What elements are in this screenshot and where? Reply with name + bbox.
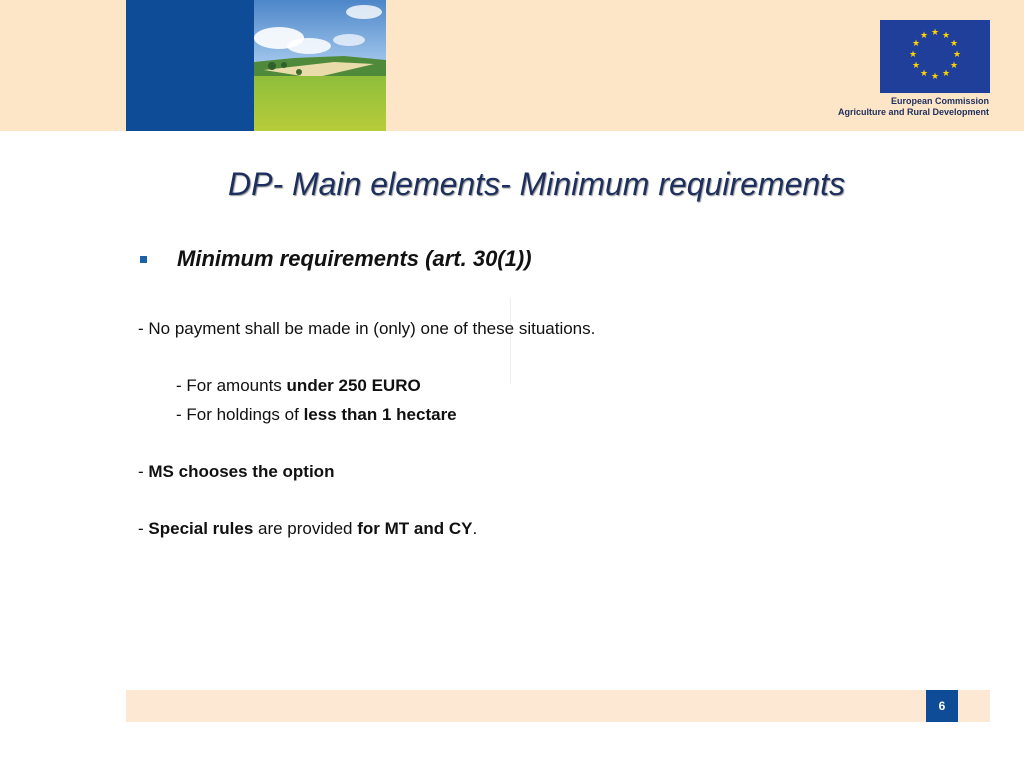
line3-prefix: - For holdings of xyxy=(176,405,304,424)
svg-text:★: ★ xyxy=(941,69,951,79)
org-line-2: Agriculture and Rural Development xyxy=(837,107,989,117)
text-line-5 xyxy=(138,519,477,539)
svg-text:★: ★ xyxy=(919,31,929,41)
page-number: 6 xyxy=(926,690,958,722)
eu-flag-icon xyxy=(880,20,990,93)
bullet-square-icon xyxy=(140,256,147,263)
svg-text:★: ★ xyxy=(911,61,921,71)
svg-text:★: ★ xyxy=(908,50,918,60)
organization-name xyxy=(838,96,989,118)
text-line-4 xyxy=(138,462,334,482)
landscape-photo xyxy=(254,0,386,131)
footer-band xyxy=(126,690,990,722)
svg-text:★: ★ xyxy=(930,72,940,82)
line1-text: - No payment shall be made in (only) one of these situations. xyxy=(138,319,596,338)
line5-bold-1: Special rules xyxy=(148,519,254,538)
line3-bold: less than 1 hectare xyxy=(303,405,457,424)
svg-text:★: ★ xyxy=(952,50,962,60)
svg-text:★: ★ xyxy=(941,31,951,41)
line5-middle: are provided xyxy=(253,519,358,538)
line2-prefix: - For amounts xyxy=(176,376,287,395)
line5-suffix: . xyxy=(472,519,478,538)
text-line-1 xyxy=(138,319,595,339)
line5-prefix: - xyxy=(138,519,149,538)
svg-text:★: ★ xyxy=(919,69,929,79)
svg-text:★: ★ xyxy=(949,39,959,49)
text-line-2 xyxy=(176,376,421,396)
line4-bold: MS chooses the option xyxy=(148,462,335,481)
line5-bold-2: for MT and CY xyxy=(357,519,473,538)
svg-text:★: ★ xyxy=(949,61,959,71)
svg-text:★: ★ xyxy=(930,28,940,38)
faint-divider xyxy=(510,298,511,384)
org-line-1: European Commission xyxy=(890,96,989,106)
text-line-3 xyxy=(176,405,457,425)
line2-bold: under 250 EURO xyxy=(286,376,421,395)
eu-flag-logo xyxy=(880,20,990,93)
slide-title: DP- Main elements- Minimum requirements xyxy=(228,166,846,202)
header-blue-block xyxy=(126,0,254,131)
line4-prefix: - xyxy=(138,462,149,481)
landscape-illustration xyxy=(254,0,386,131)
subheading: Minimum requirements (art. 30(1)) xyxy=(177,246,532,271)
svg-text:★: ★ xyxy=(911,39,921,49)
